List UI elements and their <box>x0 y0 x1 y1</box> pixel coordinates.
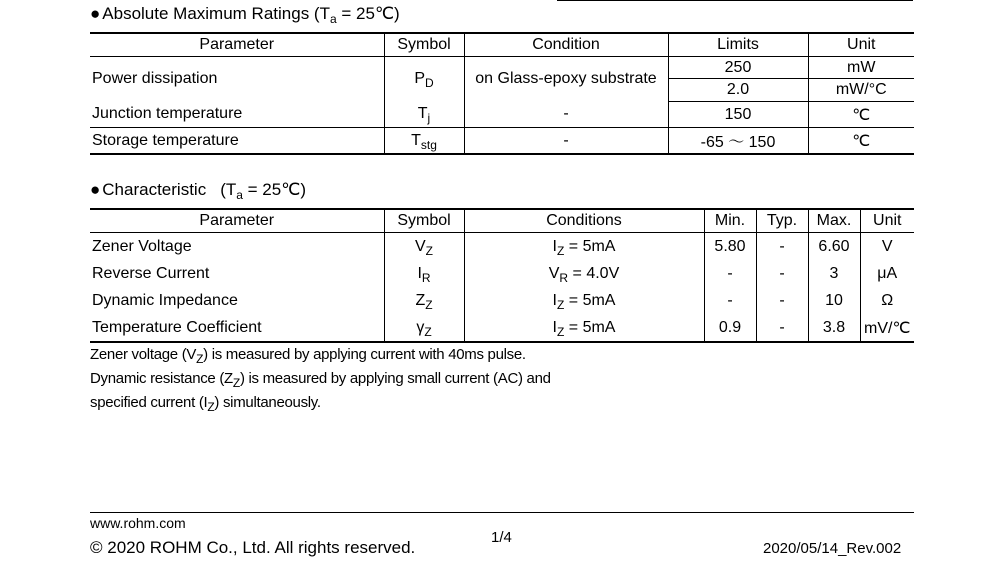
param-cell: Dynamic Impedance <box>92 291 238 309</box>
characteristic-table <box>90 208 914 343</box>
note-text: Zener voltage (V <box>90 346 197 363</box>
header-symbol: Symbol <box>384 33 464 57</box>
table-header-row <box>90 33 914 57</box>
param-cell: Zener Voltage <box>92 237 192 255</box>
symbol-main: γ <box>416 318 425 336</box>
condition-cell: - <box>464 128 668 155</box>
param-cell: Power dissipation <box>92 70 218 88</box>
limits-cell: 250 <box>668 57 808 79</box>
limits-cell: 2.0 <box>668 79 808 102</box>
notes <box>90 343 551 415</box>
unit-cell: Ω <box>860 287 914 314</box>
conditions-cell <box>464 287 704 314</box>
footer-rule <box>90 512 914 513</box>
condition-cell: on Glass-epoxy substrate <box>464 57 668 102</box>
table-row <box>90 287 914 314</box>
bullet-icon: ● <box>90 4 101 23</box>
conditions-cell <box>464 233 704 261</box>
symbol-cell <box>384 102 464 128</box>
min-cell: 0.9 <box>704 314 756 342</box>
symbol-main: V <box>414 237 426 255</box>
symbol-main: T <box>417 105 428 123</box>
min-cell: - <box>704 260 756 287</box>
footer-page-number: 1/4 <box>491 529 512 546</box>
unit-cell: V <box>860 233 914 261</box>
typ-cell: - <box>756 233 808 261</box>
limits-cell: 150 <box>668 102 808 128</box>
symbol-sub: Z <box>425 243 433 258</box>
symbol-sub: R <box>421 270 431 285</box>
cond-sub: R <box>559 270 569 285</box>
header-parameter: Parameter <box>90 209 384 233</box>
condition-cell: - <box>464 102 668 128</box>
characteristic-cond-suffix: = 25℃) <box>242 180 306 199</box>
unit-cell: mW <box>808 57 914 79</box>
symbol-main: I <box>417 264 422 282</box>
symbol-cell <box>384 314 464 342</box>
abs-max-title-sub: a <box>329 12 337 26</box>
characteristic-cond-prefix: (T <box>220 180 237 199</box>
note-text: specified current (I <box>90 394 208 411</box>
characteristic-cond-sub: a <box>236 188 243 202</box>
top-rule <box>557 0 913 1</box>
unit-cell: μA <box>860 260 914 287</box>
symbol-cell <box>384 287 464 314</box>
param-cell: Temperature Coefficient <box>90 314 384 342</box>
symbol-cell <box>384 260 464 287</box>
cond-rest: = 5mA <box>564 318 616 336</box>
abs-max-title-suffix: = 25℃) <box>336 4 400 23</box>
unit-cell: mW/°C <box>808 79 914 102</box>
header-limits: Limits <box>668 33 808 57</box>
unit-cell: ℃ <box>808 102 914 128</box>
conditions-cell <box>464 260 704 287</box>
symbol-sub: Z <box>425 297 433 312</box>
symbol-cell <box>384 57 464 102</box>
param-cell: Reverse Current <box>92 264 210 282</box>
symbol-main: T <box>411 131 421 149</box>
symbol-cell <box>384 233 464 261</box>
header-max: Max. <box>808 209 860 233</box>
limits-cell: -65 ～ 150 <box>668 128 808 155</box>
unit-cell: ℃ <box>808 128 914 155</box>
table-row <box>90 314 914 342</box>
table-row <box>90 102 914 128</box>
cond-sub: Z <box>556 297 565 312</box>
characteristic-title <box>90 180 306 200</box>
symbol-main: P <box>414 70 425 88</box>
max-cell: 3 <box>808 260 860 287</box>
footer-url: www.rohm.com <box>90 515 186 531</box>
footer-revision: 2020/05/14_Rev.002 <box>763 540 902 557</box>
max-cell: 10 <box>808 287 860 314</box>
note-sub: Z <box>232 376 240 390</box>
cond-rest: = 5mA <box>564 291 616 309</box>
table-header-row <box>90 209 914 233</box>
cond-main: I <box>552 291 557 309</box>
bullet-icon: ● <box>90 180 101 199</box>
min-cell: 5.80 <box>704 233 756 261</box>
conditions-cell <box>464 314 704 342</box>
cond-main: I <box>552 318 557 336</box>
symbol-sub: Z <box>424 324 432 339</box>
header-condition: Condition <box>464 33 668 57</box>
footer-copyright: © 2020 ROHM Co., Ltd. All rights reserved. <box>90 538 416 557</box>
typ-cell: - <box>756 287 808 314</box>
note-sub: Z <box>207 400 215 414</box>
cond-sub: Z <box>556 243 565 258</box>
note-text: ) is measured by applying small current (AC) and <box>239 370 551 387</box>
note-sub: Z <box>196 352 204 366</box>
abs-max-title <box>90 4 400 24</box>
note-line <box>90 343 551 367</box>
characteristic-title-text: Characteristic <box>102 180 207 199</box>
header-unit: Unit <box>860 209 914 233</box>
abs-max-table <box>90 32 914 155</box>
param-cell: Junction temperature <box>90 102 384 128</box>
abs-max-title-text: Absolute Maximum Ratings (T <box>102 4 330 23</box>
typ-cell: - <box>756 314 808 342</box>
param-cell: Storage temperature <box>90 128 384 155</box>
table-row <box>90 57 914 79</box>
header-parameter: Parameter <box>90 33 384 57</box>
cond-main: V <box>548 264 560 282</box>
note-text: Dynamic resistance (Z <box>90 370 233 387</box>
unit-cell: mV/℃ <box>860 314 914 342</box>
symbol-sub: stg <box>420 137 437 152</box>
note-line <box>90 367 551 391</box>
cond-rest: = 5mA <box>564 237 616 255</box>
note-line <box>90 391 551 415</box>
header-min: Min. <box>704 209 756 233</box>
symbol-main: Z <box>415 291 426 309</box>
header-typ: Typ. <box>756 209 808 233</box>
symbol-sub: D <box>425 76 434 91</box>
max-cell: 3.8 <box>808 314 860 342</box>
cond-main: I <box>552 237 557 255</box>
note-text: ) simultaneously. <box>214 394 321 411</box>
header-unit: Unit <box>808 33 914 57</box>
table-row <box>90 233 914 261</box>
table-row <box>90 260 914 287</box>
max-cell: 6.60 <box>808 233 860 261</box>
note-text: ) is measured by applying current with 40ms pulse. <box>203 346 526 363</box>
table-row <box>90 128 914 155</box>
symbol-cell <box>384 128 464 155</box>
typ-cell: - <box>756 260 808 287</box>
symbol-sub: j <box>427 111 431 126</box>
cond-sub: Z <box>556 324 565 339</box>
header-symbol: Symbol <box>384 209 464 233</box>
cond-rest: = 4.0V <box>568 264 620 282</box>
header-conditions: Conditions <box>464 209 704 233</box>
min-cell: - <box>704 287 756 314</box>
